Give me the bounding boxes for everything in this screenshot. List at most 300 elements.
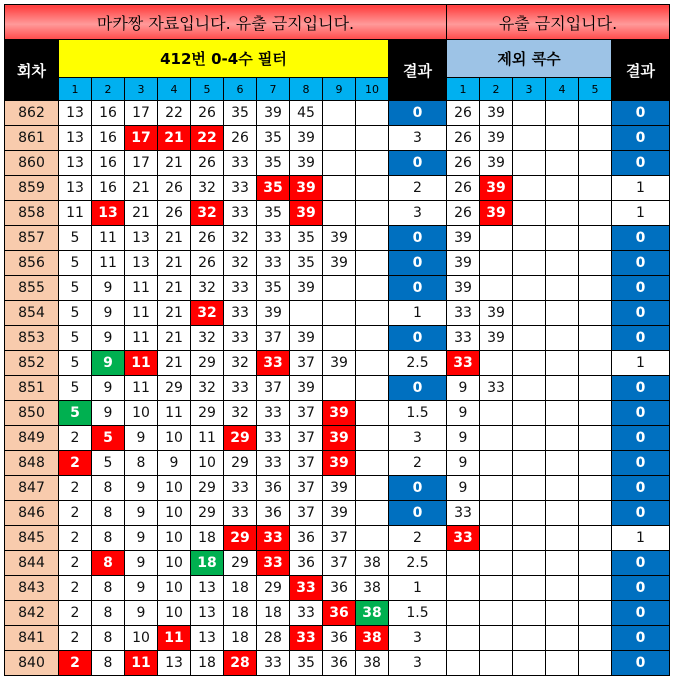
exclude-cell [546, 451, 579, 476]
number-cell: 9 [125, 526, 158, 551]
filter-col-number: 3 [125, 78, 158, 101]
round-cell: 855 [5, 276, 59, 301]
round-cell: 842 [5, 601, 59, 626]
number-cell: 11 [125, 376, 158, 401]
number-cell [323, 176, 356, 201]
exclude-cell [480, 526, 513, 551]
result2-cell: 0 [612, 451, 670, 476]
exclude-cell [480, 351, 513, 376]
exclude-cell [447, 601, 480, 626]
number-cell: 13 [125, 251, 158, 276]
exclude-cell: 26 [447, 126, 480, 151]
number-cell: 18 [257, 601, 290, 626]
number-cell: 39 [290, 176, 323, 201]
number-cell [356, 351, 389, 376]
number-cell: 21 [158, 226, 191, 251]
exclude-cell [546, 101, 579, 126]
exclude-cell [480, 576, 513, 601]
number-cell: 37 [290, 351, 323, 376]
exclude-cell: 26 [447, 201, 480, 226]
number-cell: 33 [290, 601, 323, 626]
number-cell [356, 451, 389, 476]
number-cell: 36 [257, 476, 290, 501]
exclude-cell [513, 401, 546, 426]
number-cell: 2 [59, 501, 92, 526]
number-cell [356, 476, 389, 501]
number-cell: 33 [224, 151, 257, 176]
filter-col-number: 2 [92, 78, 125, 101]
number-cell: 32 [224, 226, 257, 251]
number-cell: 21 [158, 301, 191, 326]
exclude-cell [546, 301, 579, 326]
exclude-cell [546, 626, 579, 651]
exclude-cell: 39 [480, 326, 513, 351]
exclude-cell [546, 376, 579, 401]
result2-cell: 0 [612, 301, 670, 326]
round-cell: 858 [5, 201, 59, 226]
exclude-cell: 33 [447, 301, 480, 326]
number-cell: 26 [191, 101, 224, 126]
number-cell: 18 [224, 576, 257, 601]
exclude-cell [579, 601, 612, 626]
number-cell [356, 176, 389, 201]
number-cell: 10 [158, 426, 191, 451]
exclude-cell [480, 476, 513, 501]
exclude-cell: 33 [447, 501, 480, 526]
number-cell: 36 [257, 501, 290, 526]
number-cell: 26 [224, 126, 257, 151]
number-cell: 39 [323, 226, 356, 251]
exclude-cell [579, 551, 612, 576]
exclude-col-number: 1 [447, 78, 480, 101]
number-cell: 10 [191, 451, 224, 476]
exclude-cell [480, 451, 513, 476]
exclude-cell [513, 651, 546, 676]
number-cell: 37 [290, 401, 323, 426]
number-cell: 33 [257, 651, 290, 676]
number-cell: 18 [191, 526, 224, 551]
number-cell: 26 [158, 176, 191, 201]
exclude-cell [579, 326, 612, 351]
number-cell: 2 [59, 651, 92, 676]
number-cell [356, 276, 389, 301]
number-cell [356, 501, 389, 526]
number-cell: 2 [59, 551, 92, 576]
number-cell: 39 [290, 276, 323, 301]
number-cell: 5 [59, 351, 92, 376]
number-cell: 39 [290, 326, 323, 351]
number-cell: 36 [290, 551, 323, 576]
table-row [5, 476, 670, 501]
number-cell: 32 [224, 401, 257, 426]
number-cell [323, 126, 356, 151]
number-cell: 16 [92, 176, 125, 201]
result2-cell: 1 [612, 176, 670, 201]
exclude-cell: 9 [447, 401, 480, 426]
exclude-cell [513, 601, 546, 626]
number-cell: 13 [191, 601, 224, 626]
number-cell: 5 [59, 226, 92, 251]
result2-cell: 0 [612, 601, 670, 626]
number-cell [356, 426, 389, 451]
number-cell: 13 [59, 126, 92, 151]
number-cell: 13 [158, 651, 191, 676]
filter-col-number: 10 [356, 78, 389, 101]
exclude-cell [480, 626, 513, 651]
exclude-cell [546, 201, 579, 226]
table-row [5, 626, 670, 651]
result2-cell: 0 [612, 651, 670, 676]
number-cell: 10 [158, 601, 191, 626]
number-cell: 35 [290, 651, 323, 676]
exclude-cell [579, 476, 612, 501]
exclude-cell: 26 [447, 151, 480, 176]
exclude-cell [513, 226, 546, 251]
result-cell: 0 [389, 501, 447, 526]
round-cell: 844 [5, 551, 59, 576]
number-cell: 33 [257, 226, 290, 251]
result2-cell: 0 [612, 476, 670, 501]
exclude-cell [546, 476, 579, 501]
exclude-cell [513, 426, 546, 451]
number-cell: 5 [59, 401, 92, 426]
table-row [5, 151, 670, 176]
exclude-cell [579, 251, 612, 276]
round-cell: 857 [5, 226, 59, 251]
exclude-cell [579, 526, 612, 551]
round-cell: 860 [5, 151, 59, 176]
result2-cell: 0 [612, 401, 670, 426]
number-cell: 10 [158, 576, 191, 601]
table-row [5, 226, 670, 251]
number-cell: 33 [257, 351, 290, 376]
number-cell: 39 [323, 451, 356, 476]
exclude-cell [480, 651, 513, 676]
exclude-cell [579, 201, 612, 226]
result2-cell: 0 [612, 551, 670, 576]
number-cell: 8 [92, 576, 125, 601]
number-cell: 2 [59, 626, 92, 651]
number-cell: 21 [125, 201, 158, 226]
number-cell: 39 [257, 101, 290, 126]
exclude-cell [579, 176, 612, 201]
round-cell: 861 [5, 126, 59, 151]
exclude-cell: 9 [447, 451, 480, 476]
number-cell: 39 [290, 126, 323, 151]
exclude-cell [513, 626, 546, 651]
number-cell: 32 [191, 201, 224, 226]
table-row [5, 451, 670, 476]
result-cell: 0 [389, 376, 447, 401]
exclude-cell [513, 551, 546, 576]
result-header: 결과 [389, 40, 447, 101]
table-row [5, 551, 670, 576]
exclude-cell [579, 376, 612, 401]
number-cell [323, 376, 356, 401]
exclude-cell [513, 326, 546, 351]
exclude-col-number: 4 [546, 78, 579, 101]
number-cell: 16 [92, 151, 125, 176]
exclude-cell: 26 [447, 101, 480, 126]
exclude-cell: 9 [447, 426, 480, 451]
number-cell: 32 [191, 276, 224, 301]
round-cell: 845 [5, 526, 59, 551]
result-cell: 0 [389, 226, 447, 251]
number-cell: 22 [158, 101, 191, 126]
banner-left: 마카짱 자료입니다. 유출 금지입니다. [5, 5, 447, 40]
number-cell: 33 [257, 426, 290, 451]
number-cell: 35 [290, 251, 323, 276]
table-row [5, 126, 670, 151]
number-cell: 37 [290, 501, 323, 526]
number-cell: 10 [158, 476, 191, 501]
exclude-cell [546, 276, 579, 301]
number-cell: 8 [92, 601, 125, 626]
exclude-cell [546, 551, 579, 576]
number-cell: 29 [191, 401, 224, 426]
result2-cell: 1 [612, 201, 670, 226]
result-cell: 0 [389, 251, 447, 276]
exclude-cell [447, 551, 480, 576]
result-cell: 2 [389, 526, 447, 551]
number-cell: 36 [290, 526, 323, 551]
number-cell: 8 [92, 626, 125, 651]
number-cell: 29 [257, 576, 290, 601]
number-cell: 37 [257, 376, 290, 401]
number-cell: 26 [191, 226, 224, 251]
exclude-cell [513, 451, 546, 476]
number-cell: 21 [158, 276, 191, 301]
table-row [5, 276, 670, 301]
number-cell: 35 [257, 151, 290, 176]
number-cell: 39 [323, 351, 356, 376]
exclude-cell [546, 401, 579, 426]
exclude-cell [513, 576, 546, 601]
exclude-cell [513, 276, 546, 301]
result2-cell: 1 [612, 351, 670, 376]
number-cell: 10 [158, 526, 191, 551]
filter-col-number: 6 [224, 78, 257, 101]
round-cell: 854 [5, 301, 59, 326]
round-header: 회차 [5, 40, 59, 101]
exclude-cell [513, 476, 546, 501]
exclude-cell [579, 401, 612, 426]
number-cell: 37 [323, 551, 356, 576]
table-row [5, 251, 670, 276]
number-cell: 11 [158, 401, 191, 426]
number-cell: 17 [125, 101, 158, 126]
number-cell: 33 [257, 251, 290, 276]
number-cell: 8 [92, 501, 125, 526]
number-cell: 28 [257, 626, 290, 651]
result-cell: 3 [389, 651, 447, 676]
number-cell: 11 [59, 201, 92, 226]
exclude-cell: 39 [480, 101, 513, 126]
number-cell: 5 [92, 451, 125, 476]
result-cell: 3 [389, 626, 447, 651]
result2-cell: 0 [612, 151, 670, 176]
exclude-cell [546, 151, 579, 176]
exclude-cell [480, 601, 513, 626]
number-cell: 11 [125, 351, 158, 376]
exclude-cell [546, 526, 579, 551]
banner-right: 유출 금지입니다. [447, 5, 670, 40]
number-cell: 18 [191, 551, 224, 576]
exclude-cell: 9 [447, 376, 480, 401]
number-cell: 2 [59, 576, 92, 601]
number-cell: 9 [92, 401, 125, 426]
number-cell: 39 [290, 151, 323, 176]
number-cell [323, 301, 356, 326]
number-cell: 8 [125, 451, 158, 476]
number-cell: 39 [290, 201, 323, 226]
table-row [5, 376, 670, 401]
exclude-cell [480, 276, 513, 301]
number-cell: 37 [257, 326, 290, 351]
number-cell: 11 [125, 276, 158, 301]
filter-col-number: 4 [158, 78, 191, 101]
table-row [5, 501, 670, 526]
number-cell [356, 251, 389, 276]
table-row [5, 326, 670, 351]
result-cell: 2.5 [389, 551, 447, 576]
exclude-cell: 39 [447, 276, 480, 301]
number-cell: 13 [59, 101, 92, 126]
round-cell: 862 [5, 101, 59, 126]
number-cell: 33 [257, 451, 290, 476]
round-cell: 846 [5, 501, 59, 526]
round-cell: 840 [5, 651, 59, 676]
round-cell: 848 [5, 451, 59, 476]
exclude-cell: 39 [480, 301, 513, 326]
exclude-cell [546, 351, 579, 376]
result-cell: 3 [389, 126, 447, 151]
number-cell: 5 [59, 276, 92, 301]
table-row [5, 426, 670, 451]
number-cell: 21 [158, 251, 191, 276]
result2-cell: 0 [612, 326, 670, 351]
result2-cell: 0 [612, 226, 670, 251]
table-row [5, 526, 670, 551]
exclude-cell [579, 451, 612, 476]
exclude-cell [579, 276, 612, 301]
number-cell: 18 [224, 626, 257, 651]
number-cell: 38 [356, 651, 389, 676]
exclude-cell: 39 [480, 201, 513, 226]
exclude-cell [480, 551, 513, 576]
number-cell: 17 [125, 126, 158, 151]
number-cell: 16 [92, 101, 125, 126]
number-cell: 11 [158, 626, 191, 651]
number-cell: 32 [191, 301, 224, 326]
number-cell: 9 [92, 276, 125, 301]
number-cell: 13 [92, 201, 125, 226]
number-cell: 33 [224, 376, 257, 401]
exclude-cell [513, 101, 546, 126]
number-cell: 39 [323, 401, 356, 426]
number-cell: 9 [125, 576, 158, 601]
number-cell: 29 [224, 451, 257, 476]
table-row [5, 401, 670, 426]
number-cell: 45 [290, 101, 323, 126]
number-cell: 21 [158, 326, 191, 351]
exclude-cell: 39 [480, 176, 513, 201]
result-cell: 3 [389, 426, 447, 451]
exclude-cell [546, 176, 579, 201]
filter-col-number: 5 [191, 78, 224, 101]
result2-cell: 0 [612, 376, 670, 401]
number-cell: 11 [92, 226, 125, 251]
number-cell: 32 [191, 176, 224, 201]
exclude-cell [480, 426, 513, 451]
number-cell: 33 [257, 401, 290, 426]
number-cell [356, 376, 389, 401]
number-cell: 29 [191, 351, 224, 376]
number-cell: 35 [257, 276, 290, 301]
exclude-cell [546, 576, 579, 601]
number-cell: 29 [158, 376, 191, 401]
number-cell: 13 [125, 226, 158, 251]
exclude-cell [447, 651, 480, 676]
exclude-cell [513, 526, 546, 551]
number-cell: 26 [158, 201, 191, 226]
number-cell: 29 [191, 476, 224, 501]
number-cell: 33 [290, 626, 323, 651]
number-cell [356, 151, 389, 176]
number-cell: 39 [323, 251, 356, 276]
number-cell: 11 [92, 251, 125, 276]
number-cell: 2 [59, 526, 92, 551]
number-cell: 39 [323, 426, 356, 451]
result-cell: 1.5 [389, 401, 447, 426]
result-cell: 2.5 [389, 351, 447, 376]
number-cell: 36 [323, 601, 356, 626]
exclude-cell: 39 [447, 251, 480, 276]
number-cell: 22 [191, 126, 224, 151]
number-cell: 28 [224, 651, 257, 676]
number-cell: 8 [92, 476, 125, 501]
number-cell: 36 [323, 576, 356, 601]
exclude-cell [579, 151, 612, 176]
number-cell: 35 [290, 226, 323, 251]
number-cell: 37 [290, 426, 323, 451]
exclude-cell [579, 576, 612, 601]
number-cell [356, 526, 389, 551]
number-cell: 8 [92, 526, 125, 551]
number-cell: 29 [224, 551, 257, 576]
number-cell: 33 [224, 501, 257, 526]
number-cell: 21 [125, 176, 158, 201]
number-cell: 38 [356, 576, 389, 601]
number-cell [356, 326, 389, 351]
exclude-cell [579, 626, 612, 651]
result-cell: 1 [389, 576, 447, 601]
exclude-cell [579, 651, 612, 676]
number-cell: 33 [257, 551, 290, 576]
number-cell: 2 [59, 451, 92, 476]
exclude-cell [513, 201, 546, 226]
number-cell: 36 [323, 626, 356, 651]
exclude-cell [546, 251, 579, 276]
number-cell: 21 [158, 151, 191, 176]
table-row [5, 351, 670, 376]
exclude-cell [513, 151, 546, 176]
number-cell: 33 [224, 476, 257, 501]
number-cell: 32 [224, 351, 257, 376]
exclude-cell [447, 626, 480, 651]
exclude-cell: 26 [447, 176, 480, 201]
exclude-cell [579, 101, 612, 126]
